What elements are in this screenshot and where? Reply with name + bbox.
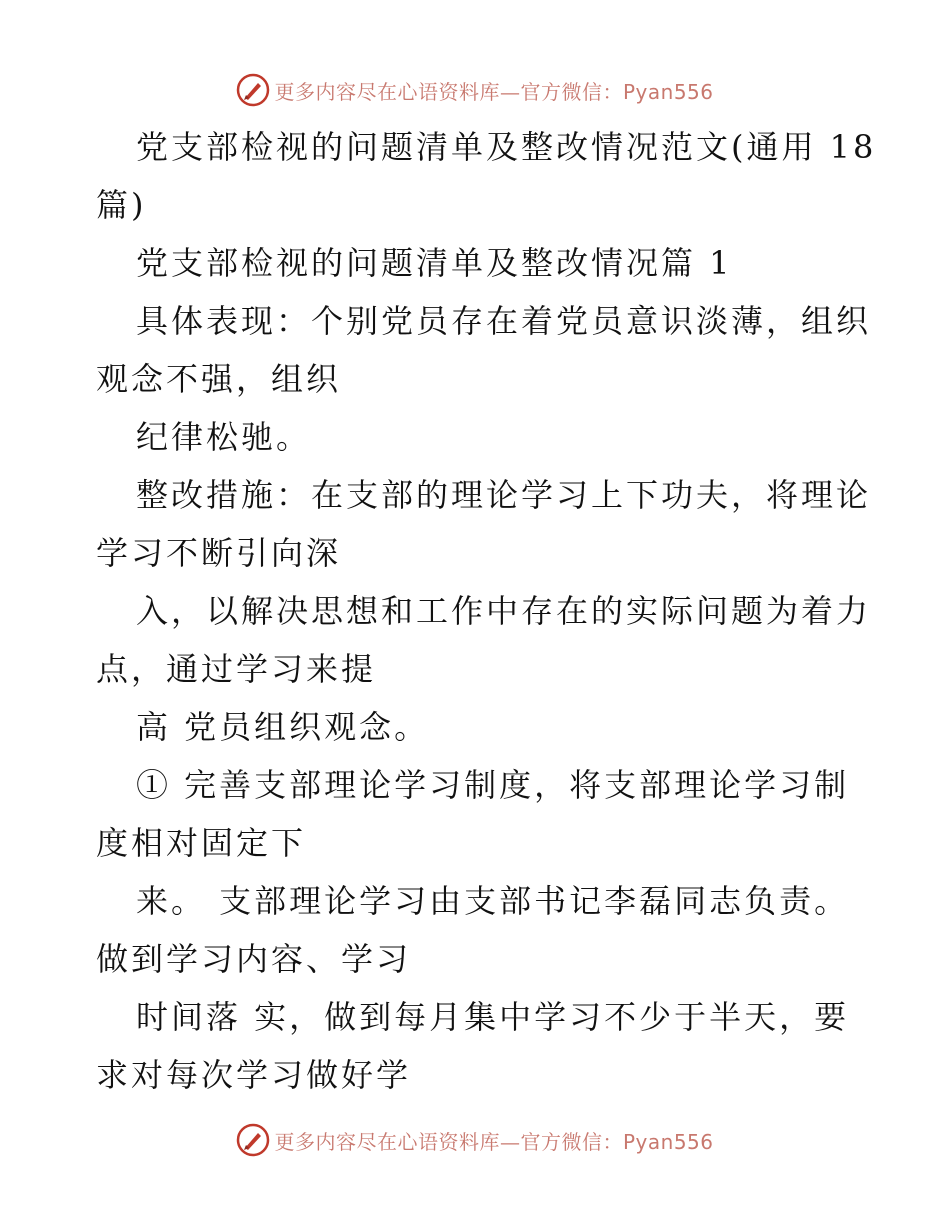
wechat-id: Pyan556 — [622, 79, 714, 104]
paragraph-line: 高 党员组织观念。 — [136, 708, 430, 746]
paragraph-line: 来。 支部理论学习由支部书记李磊同志负责。 — [136, 882, 850, 920]
paragraph-line: 学习不断引向深 — [96, 534, 342, 572]
paragraph-line: 观念不强，组织 — [96, 360, 342, 398]
document-title-line-1: 党支部检视的问题清单及整改情况范文(通用 18 — [136, 128, 877, 166]
pen-logo-icon — [236, 1123, 270, 1157]
paragraph-line: 求对每次学习做好学 — [96, 1056, 412, 1094]
paragraph-line: ① 完善支部理论学习制度，将支部理论学习制 — [136, 766, 850, 804]
section-heading: 党支部检视的问题清单及整改情况篇 1 — [136, 244, 733, 282]
banner-slogan: 更多内容尽在心语资料库—官方微信： — [274, 79, 623, 104]
paragraph-line: 整改措施：在支部的理论学习上下功夫，将理论 — [136, 476, 872, 514]
banner-text — [274, 1126, 713, 1155]
footer-banner — [0, 1120, 950, 1160]
paragraph-line: 做到学习内容、学习 — [96, 940, 412, 978]
paragraph-line: 纪律松驰。 — [136, 418, 312, 456]
banner-slogan: 更多内容尽在心语资料库—官方微信： — [274, 1129, 623, 1154]
banner-text — [274, 76, 713, 105]
document-body — [96, 118, 877, 1104]
paragraph-line: 具体表现：个别党员存在着党员意识淡薄，组织 — [136, 302, 872, 340]
paragraph-line: 点，通过学习来提 — [96, 650, 377, 688]
pen-logo-icon — [236, 73, 270, 107]
paragraph-line: 时间落 实，做到每月集中学习不少于半天，要 — [136, 998, 850, 1036]
paragraph-line: 入，以解决思想和工作中存在的实际问题为着力 — [136, 592, 872, 630]
document-title-line-2: 篇) — [96, 186, 147, 224]
paragraph-line: 度相对固定下 — [96, 824, 307, 862]
header-banner — [0, 70, 950, 110]
wechat-id: Pyan556 — [622, 1129, 714, 1154]
